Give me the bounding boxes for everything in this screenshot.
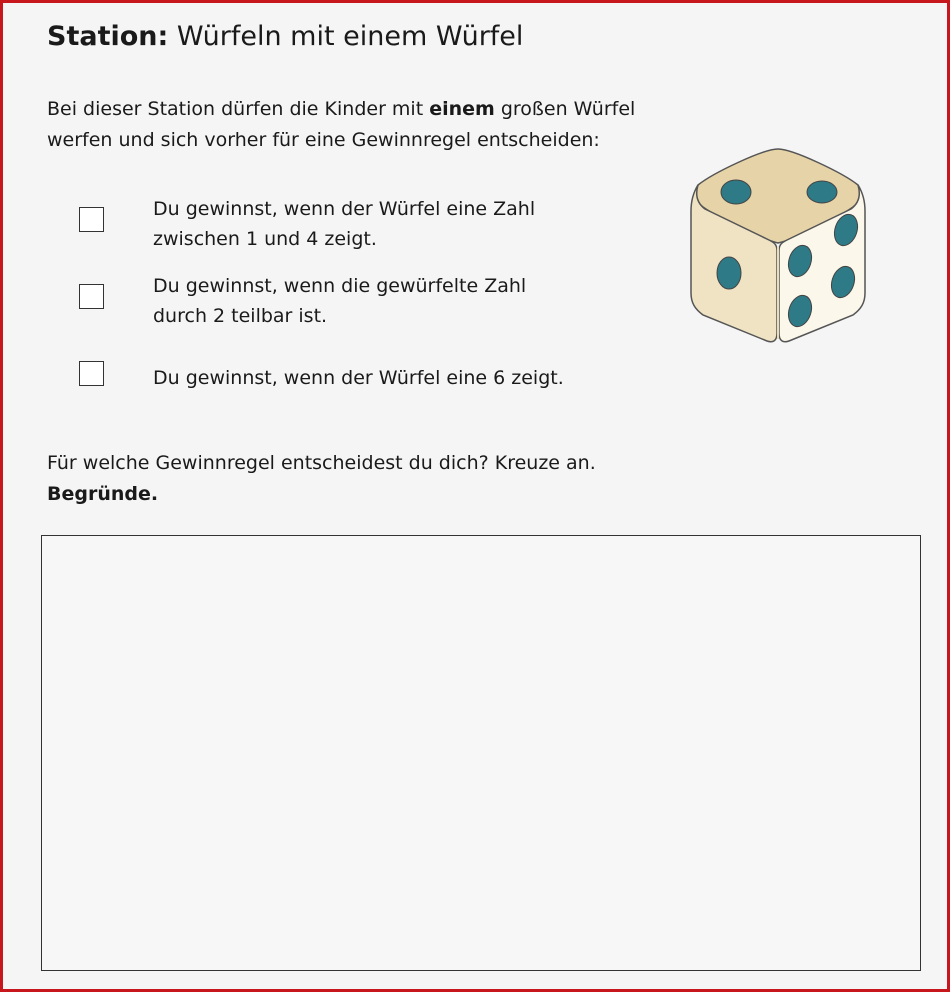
option-3-text — [153, 363, 564, 393]
die-icon — [683, 143, 873, 348]
die-edge — [777, 247, 779, 339]
die-pip — [717, 257, 741, 289]
option-1-text — [153, 194, 535, 254]
intro-line-1 — [47, 94, 635, 125]
option-1-line-1: Du gewinnst, wenn der Würfel eine Zahl — [153, 198, 536, 220]
option-3-line-1: Du gewinnst, wenn der Würfel eine 6 zeigt. — [153, 367, 564, 389]
option-2-line-1: Du gewinnst, wenn die gewürfelte Zahl — [153, 275, 527, 297]
option-1-checkbox[interactable] — [79, 207, 104, 232]
intro-text — [47, 94, 635, 156]
question-text — [47, 448, 596, 510]
option-3-checkbox[interactable] — [79, 361, 104, 386]
page-title — [47, 21, 523, 52]
title-label: Station: — [47, 21, 169, 52]
option-2-line-2: durch 2 teilbar ist. — [153, 305, 328, 327]
answer-box[interactable] — [41, 535, 921, 971]
question-line-2: Begründe. — [47, 483, 159, 505]
option-2-checkbox[interactable] — [79, 284, 104, 309]
title-text: Würfeln mit einem Würfel — [176, 21, 524, 52]
intro-line-2: werfen und sich vorher für eine Gewinnregel entscheiden: — [47, 129, 600, 151]
option-2-text — [153, 271, 526, 331]
intro-line-1-end: großen Würfel — [494, 98, 636, 120]
question-line-1: Für welche Gewinnregel entscheidest du dich? Kreuze an. — [47, 452, 596, 474]
option-1-line-2: zwischen 1 und 4 zeigt. — [153, 228, 377, 250]
intro-line-1-start: Bei dieser Station dürfen die Kinder mit — [47, 98, 430, 120]
die-pip — [721, 180, 751, 204]
die-pip — [807, 181, 837, 203]
intro-emphasis: einem — [429, 98, 495, 120]
